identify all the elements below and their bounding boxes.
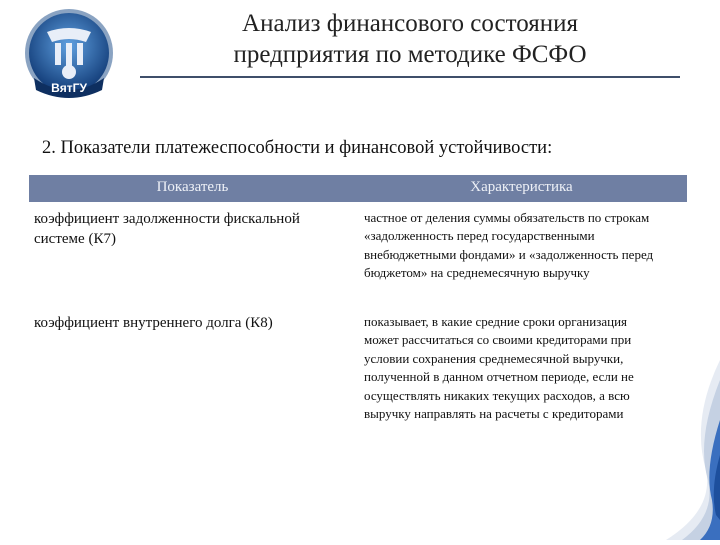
logo-text: ВятГУ bbox=[51, 81, 87, 95]
column-header-description: Характеристика bbox=[470, 179, 573, 195]
table-row-2-description: показывает, в какие средние сроки организация может рассчитаться со своими кредиторами при условии сохранения среднемесячной выручки, полученной в данном отчетном периоде, если не осуществлять никаких текущих расходов, а всю выручку направлять на расчеты с кредиторами bbox=[364, 314, 634, 422]
table-row-1-indicator: коэффициент задолженности фискальной системе (К7) bbox=[34, 211, 300, 247]
title-divider bbox=[140, 76, 680, 78]
title-line-2: предприятия по методике ФСФО bbox=[233, 41, 587, 68]
table-row-2-indicator: коэффициент внутреннего долга (К8) bbox=[34, 315, 273, 331]
university-logo bbox=[14, 6, 124, 104]
slide-title bbox=[150, 8, 670, 70]
section-heading: 2. Показатели платежеспособности и финансовой устойчивости: bbox=[42, 138, 553, 158]
decorative-ribbon bbox=[596, 360, 720, 540]
table-row-1-description: частное от деления суммы обязательств по строкам «задолженность перед государственными внебюджетными фондами» и «задолженность перед бюджетом» на среднемесячную выручку bbox=[364, 210, 654, 281]
table-header bbox=[29, 175, 687, 202]
title-line-1: Анализ финансового состояния bbox=[242, 10, 578, 37]
column-header-indicator: Показатель bbox=[156, 179, 229, 195]
